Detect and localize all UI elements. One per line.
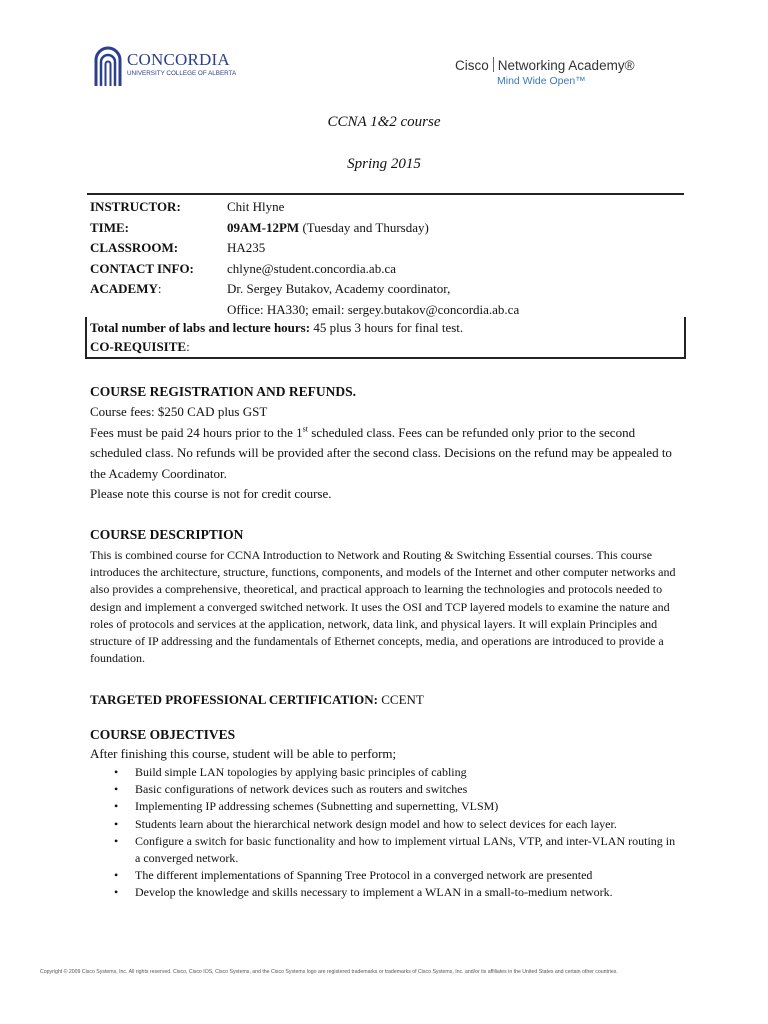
classroom-value: HA235: [227, 240, 266, 255]
bullet-icon: •: [114, 868, 119, 883]
list-item: [90, 867, 680, 884]
list-item: [90, 833, 680, 867]
hours-label: Total number of labs and lecture hours:: [90, 320, 311, 335]
concordia-crest-icon: [93, 44, 123, 86]
bullet-icon: •: [114, 765, 119, 779]
copyright-footer: Copyright © 2009 Cisco Systems, Inc. All rights reserved. Cisco, Cisco IOS, Cisco Systems, and the Cisco Systems logo are registered trademarks or trademarks of Cisco Systems, Inc. and/or its affiliates in the United States and certain other countries.: [40, 969, 618, 975]
info-row-time: [90, 218, 690, 239]
objective-text: Implementing IP addressing schemes (Subnetting and supernetting, VLSM): [135, 799, 499, 814]
registration-heading: COURSE REGISTRATION AND REFUNDS.: [90, 384, 357, 399]
time-hours: 09AM-12PM: [227, 219, 300, 235]
academy-label-text: ACADEMY: [90, 281, 158, 296]
credit-note: Please note this course is not for credit course.: [90, 486, 332, 501]
registration-body: [90, 402, 680, 505]
list-item: [90, 781, 680, 798]
hours-line: [90, 320, 463, 336]
list-item: [90, 816, 680, 833]
cisco-name-left: Cisco: [455, 58, 489, 73]
certification-label: TARGETED PROFESSIONAL CERTIFICATION:: [90, 692, 378, 707]
concordia-wordmark: CONCORDIA: [127, 50, 230, 69]
bullet-icon: •: [114, 799, 119, 814]
instructor-value: Chit Hlyne: [227, 199, 285, 214]
description-text: This is combined course for CCNA Introduction to Network and Routing & Switching Essential courses. This course introduces the architecture, structure, functions, components, and models of the Internet and other computer networks and also provides a comprehensive, theoretical, and practical approach to learning the technologies and protocols needed to design and implement a converged switched network. It uses the OSI and TCP layered models to examine the nature and roles of protocols and services at the application, network, data link, and physical layers. It will explain Principles and structure of IP addressing and the fundamentals of Ethernet concepts, media, and operations are introduced to provide a foundation.: [90, 548, 676, 666]
corequisite-line: [90, 339, 190, 355]
instructor-label: INSTRUCTOR:: [90, 199, 181, 214]
objective-text: Develop the knowledge and skills necessary to implement a WLAN in a small-to-medium network.: [135, 885, 613, 900]
time-value: [227, 218, 429, 239]
objective-text: Configure a switch for basic functionality and how to implement virtual LANs, VTP, and inter-VLAN routing in a converged network.: [135, 833, 676, 866]
objectives-heading: COURSE OBJECTIVES: [90, 727, 236, 742]
time-days: (Tuesday and Thursday): [299, 219, 429, 235]
payment-policy-a: Fees must be paid 24 hours prior to the 1: [90, 424, 303, 440]
certification-line: [90, 692, 424, 708]
contact-label: CONTACT INFO:: [90, 260, 194, 276]
info-row-instructor: [90, 197, 690, 218]
academy-label-colon: :: [157, 281, 162, 296]
time-label: TIME:: [90, 219, 129, 235]
bullet-icon: •: [114, 833, 119, 848]
objective-text: Basic configurations of network devices such as routers and switches: [135, 782, 468, 797]
payment-policy: [90, 423, 680, 485]
objectives-list: [90, 764, 680, 902]
cisco-name-right: Networking Academy®: [497, 58, 635, 73]
contact-email: chlyne@student.concordia.ab.ca: [227, 260, 396, 276]
objective-text: Build simple LAN topologies by applying basic principles of cabling: [135, 765, 467, 779]
payment-policy-sup: st: [302, 424, 309, 434]
course-fees: Course fees: $250 CAD plus GST: [90, 404, 268, 419]
payment-policy-b: scheduled class. Fees can be refunded only prior to the second scheduled class. No refunds will be provided after the second class. Decisions on the refund may be appealed to the Academy Coordinator.: [90, 424, 672, 481]
academy-label: [90, 279, 227, 320]
page-title: CCNA 1&2 course: [327, 114, 441, 130]
description-heading: COURSE DESCRIPTION: [90, 527, 244, 542]
certification-value: CCENT: [378, 692, 424, 707]
academy-value: [227, 279, 519, 320]
info-row-classroom: [90, 238, 690, 259]
list-item: [90, 884, 680, 901]
corequisite-label: CO-REQUISITE: [90, 339, 187, 354]
course-info-table: [90, 197, 690, 320]
cisco-wordmark: [455, 57, 635, 73]
objective-text: Students learn about the hierarchical network design model and how to select devices for each layer.: [135, 816, 617, 831]
bullet-icon: •: [114, 816, 119, 831]
academy-office: Office: HA330; email: sergey.butakov@concordia.ab.ca: [227, 301, 520, 317]
list-item: [90, 764, 680, 781]
academy-coordinator: Dr. Sergey Butakov, Academy coordinator,: [227, 281, 451, 296]
concordia-subtitle: UNIVERSITY COLLEGE OF ALBERTA: [127, 70, 237, 77]
info-row-contact: [90, 259, 690, 280]
term-subtitle: Spring 2015: [347, 156, 421, 172]
hours-box: [85, 317, 686, 359]
bullet-icon: •: [114, 782, 119, 797]
hours-value: 45 plus 3 hours for final test.: [310, 320, 464, 335]
info-row-academy: [90, 279, 690, 320]
objective-text: The different implementations of Spanning Tree Protocol in a converged network are presented: [135, 868, 593, 883]
top-divider: [87, 193, 684, 195]
bullet-icon: •: [114, 885, 119, 900]
objectives-intro: After finishing this course, student will be able to perform;: [90, 746, 397, 761]
cisco-tagline: Mind Wide Open™: [497, 75, 586, 87]
list-item: [90, 798, 680, 815]
classroom-label: CLASSROOM:: [90, 240, 179, 255]
cisco-divider: [493, 57, 494, 72]
corequisite-colon: :: [186, 339, 190, 354]
